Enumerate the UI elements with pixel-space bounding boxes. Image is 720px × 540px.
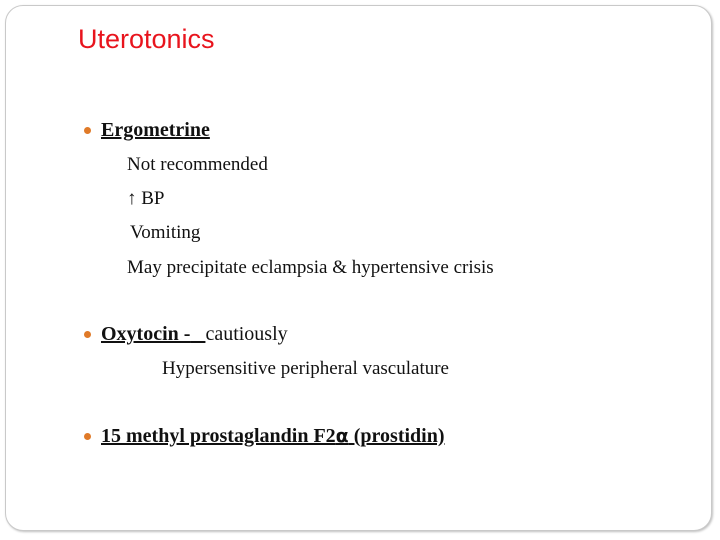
ergometrine-bp: ↑ BP	[127, 188, 165, 209]
bullet-oxytocin	[101, 322, 288, 346]
oxytocin-note: Hypersensitive peripheral vasculature	[162, 358, 449, 379]
bullet-dot	[84, 127, 91, 134]
bullet-dot	[84, 331, 91, 338]
prostaglandin-suffix: (prostidin)	[348, 425, 445, 447]
bullet-ergometrine	[101, 118, 210, 142]
bullet-prostaglandin	[101, 424, 445, 448]
ergometrine-heading: Ergometrine	[101, 119, 210, 141]
bullet-dot	[84, 433, 91, 440]
ergometrine-vomiting: Vomiting	[130, 222, 201, 243]
oxytocin-gap	[190, 323, 205, 345]
prostaglandin-heading	[101, 425, 445, 447]
ergometrine-eclampsia: May precipitate eclampsia & hypertensive crisis	[127, 257, 494, 278]
slide-title: Uterotonics	[78, 24, 215, 54]
prostaglandin-prefix: 15 methyl prostaglandin F2	[101, 425, 336, 447]
alpha-symbol: α	[335, 425, 349, 447]
oxytocin-heading	[101, 323, 205, 345]
oxytocin-heading-text: Oxytocin -	[101, 323, 191, 345]
oxytocin-cautiously: cautiously	[205, 323, 288, 345]
ergometrine-note: Not recommended	[127, 154, 268, 175]
